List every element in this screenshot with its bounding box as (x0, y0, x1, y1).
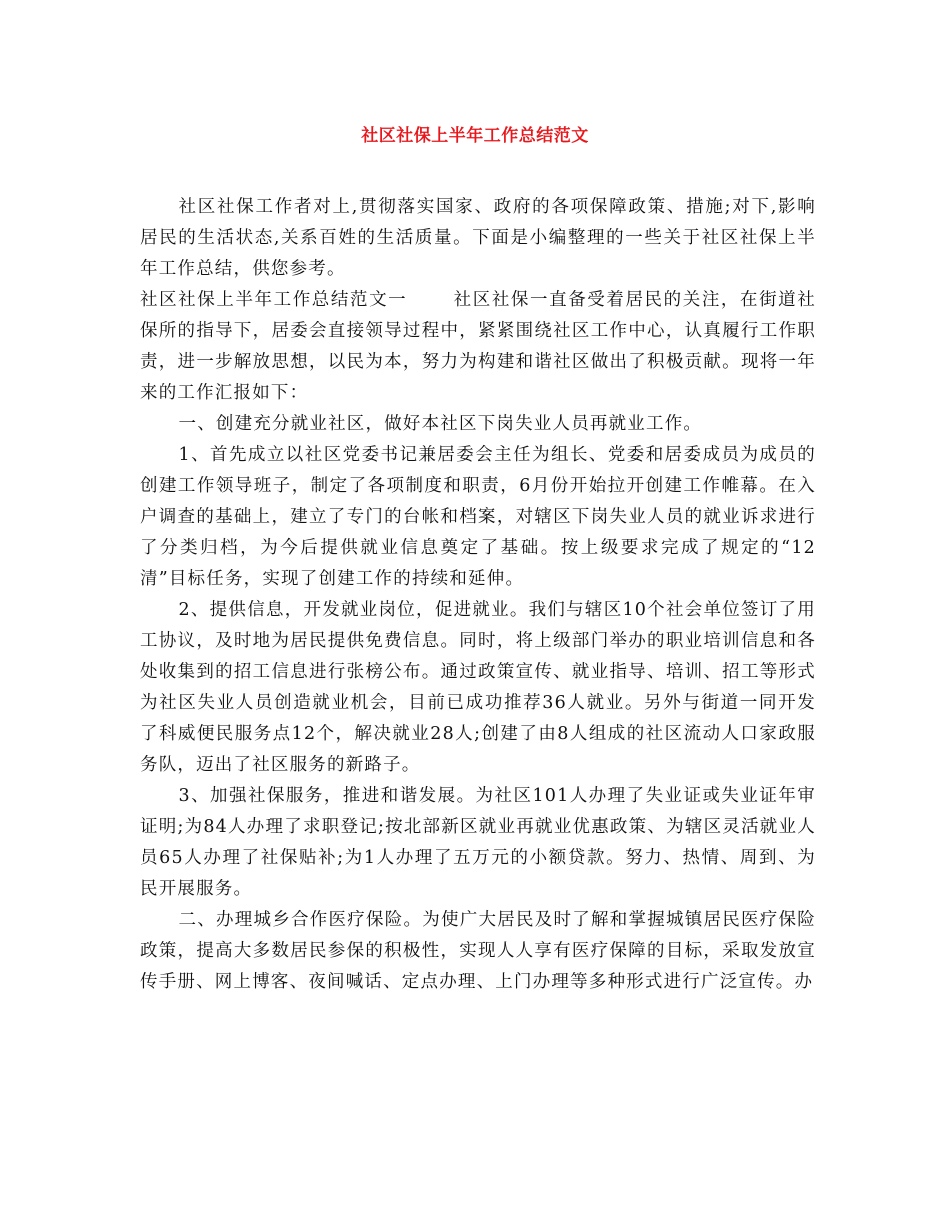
section-paragraph (140, 285, 816, 409)
document-body (140, 192, 816, 998)
document-title: 社区社保上半年工作总结范文 (361, 126, 589, 146)
section-intro-text: 社区社保一直备受着居民的关注，在街道社保所的指导下，居委会直接领导过程中，紧紧围绕社区工作中心，认真履行工作职责，进一步解放思想，以民为本，努力为构建和谐社区做出了积极贡献。现将一年来的工作汇报如下： (140, 290, 816, 403)
paragraph-3: 2、提供信息，开发就业岗位，促进就业。我们与辖区10个社会单位签订了用工协议，及时地为居民提供免费信息。同时，将上级部门举办的职业培训信息和各处收集到的招工信息进行张榜公布。通过政策宣传、就业指导、培训、招工等形式为社区失业人员创造就业机会，目前已成功推荐36人就业。另外与街道一同开发了科威便民服务点12个，解决就业28人;创建了由8人组成的社区流动人口家政服务队，迈出了社区服务的新路子。 (140, 600, 816, 775)
section-label: 社区社保上半年工作总结范文一 (140, 290, 408, 310)
paragraph-4: 3、加强社保服务，推进和谐发展。为社区101人办理了失业证或失业证年审证明;为84人办理了求职登记;按北部新区就业再就业优惠政策、为辖区灵活就业人员65人办理了社保贴补;为1人办理了五万元的小额贷款。努力、热情、周到、为民开展服务。 (140, 786, 816, 899)
paragraph-2: 1、首先成立以社区党委书记兼居委会主任为组长、党委和居委成员为成员的创建工作领导班子，制定了各项制度和职责，6月份开始拉开创建工作帷幕。在入户调查的基础上，建立了专门的台帐和档案，对辖区下岗失业人员的就业诉求进行了分类归档，为今后提供就业信息奠定了基础。按上级要求完成了规定的“12清”目标任务，实现了创建工作的持续和延伸。 (140, 445, 816, 589)
paragraph-5: 二、办理城乡合作医疗保险。为使广大居民及时了解和掌握城镇居民医疗保险政策，提高大多数居民参保的积极性，实现人人享有医疗保障的目标，采取发放宣传手册、网上博客、夜间喊话、定点办理、上门办理等多种形式进行广泛宣传。办 (140, 910, 816, 992)
paragraph-1: 一、创建充分就业社区，做好本社区下岗失业人员再就业工作。 (178, 414, 703, 434)
intro-paragraph: 社区社保工作者对上,贯彻落实国家、政府的各项保障政策、措施;对下,影响居民的生活状态,关系百姓的生活质量。下面是小编整理的一些关于社区社保上半年工作总结，供您参考。 (140, 197, 816, 279)
